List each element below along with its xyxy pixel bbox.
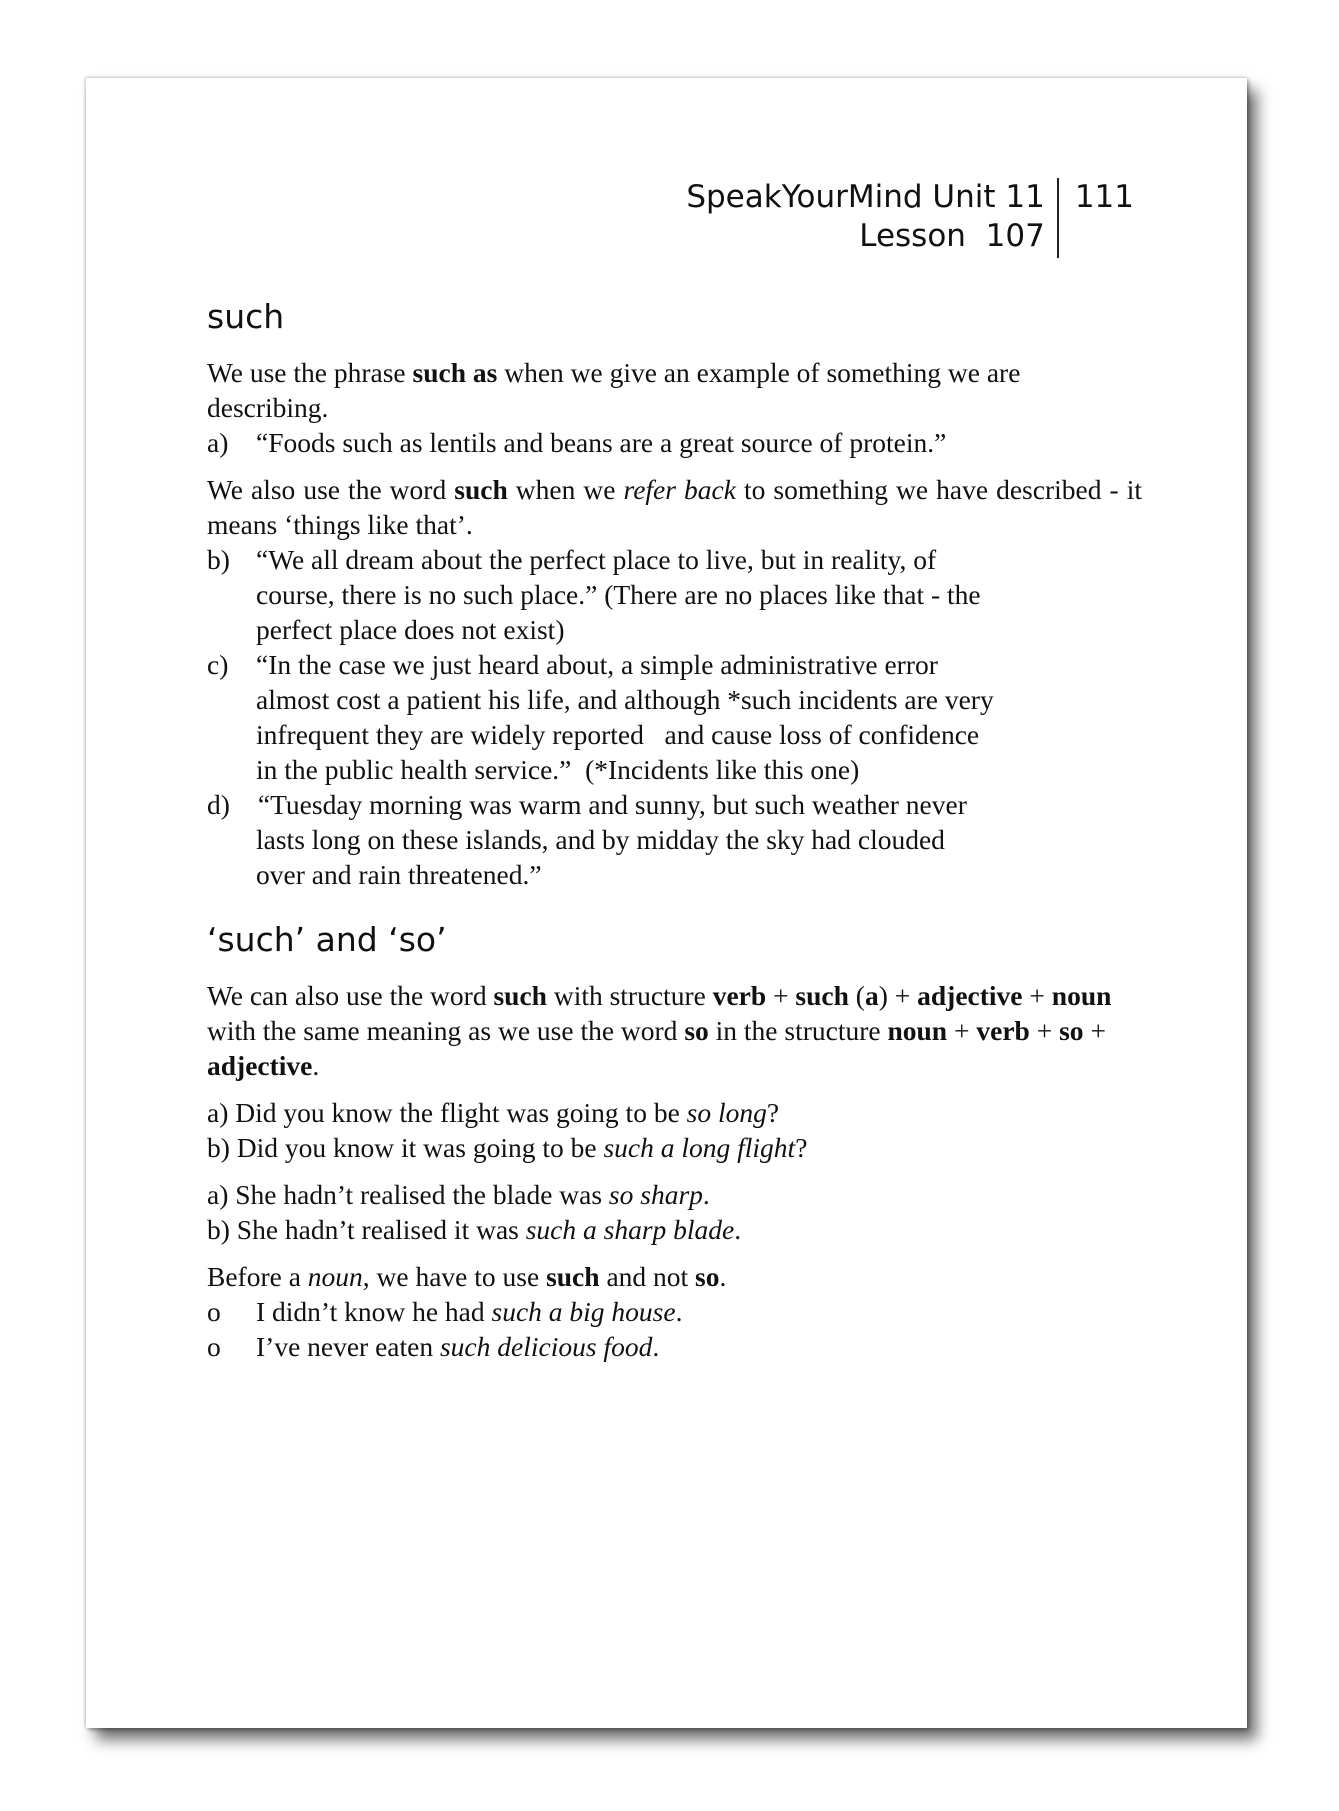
text-run: + bbox=[1022, 980, 1052, 1011]
text-run: + bbox=[1083, 1015, 1106, 1046]
document-page bbox=[86, 78, 1247, 1728]
header-lesson: Lesson 107 bbox=[859, 218, 1045, 254]
text-run: noun bbox=[307, 1261, 363, 1292]
text-run: “We all dream about the perfect place to live, but in reality, of bbox=[256, 544, 937, 575]
text-run: in the public health service.” (*Incidents like this one) bbox=[256, 754, 860, 785]
text-run: + bbox=[1029, 1015, 1060, 1046]
text-run: , we have to use bbox=[362, 1261, 547, 1292]
text-run: so bbox=[695, 1261, 720, 1292]
section-heading-such: such bbox=[207, 297, 285, 336]
text-run: . bbox=[312, 1050, 320, 1081]
example-text bbox=[256, 647, 1137, 787]
sentence-a bbox=[207, 1095, 1137, 1130]
text-run: such bbox=[454, 474, 508, 505]
text-run: Before a bbox=[207, 1261, 308, 1292]
text-run: noun bbox=[887, 1015, 948, 1046]
text-run: with structure bbox=[546, 980, 713, 1011]
text-run: . bbox=[702, 1179, 710, 1210]
text-run: infrequent they are widely reported and cause loss of confidence bbox=[256, 719, 980, 750]
example-marker: a) bbox=[207, 427, 229, 458]
such-as-paragraph bbox=[207, 355, 1137, 425]
example-b bbox=[207, 542, 1137, 647]
bullet-item bbox=[207, 1329, 1137, 1364]
text-run: so sharp bbox=[608, 1179, 703, 1210]
text-run: such a sharp blade bbox=[525, 1214, 735, 1245]
section-heading-such-and-so: ‘such’ and ‘so’ bbox=[207, 920, 447, 959]
text-run: . bbox=[675, 1296, 683, 1327]
text-run: in the structure bbox=[708, 1015, 888, 1046]
example-c bbox=[207, 647, 1137, 787]
running-header bbox=[686, 178, 1134, 258]
text-run: a) Did you know the flight was going to be bbox=[207, 1097, 687, 1128]
text-run: so bbox=[684, 1015, 709, 1046]
text-run: adjective bbox=[207, 1050, 313, 1081]
noun-rule-paragraph bbox=[207, 1259, 1137, 1294]
example-text: “Foods such as lentils and beans are a great source of protein.” bbox=[256, 427, 947, 458]
text-run: to something we have described - it means ‘things like that’. bbox=[207, 474, 1142, 540]
text-run: and not bbox=[599, 1261, 696, 1292]
comparison-pair-flight bbox=[207, 1095, 1137, 1165]
text-run: + bbox=[766, 980, 796, 1011]
text-run: with the same meaning as we use the word bbox=[207, 1015, 685, 1046]
text-run: noun bbox=[1051, 980, 1112, 1011]
comparison-pair-blade bbox=[207, 1177, 1137, 1247]
text-run: such a big house bbox=[491, 1296, 676, 1327]
header-unit: SpeakYourMind Unit 11 bbox=[686, 179, 1045, 215]
text-run: “Tuesday morning was warm and sunny, but such weather never bbox=[251, 789, 967, 820]
text-run: ) + bbox=[878, 980, 918, 1011]
text-run: + bbox=[947, 1015, 977, 1046]
text-run: such as bbox=[412, 357, 498, 388]
text-run: ? bbox=[795, 1132, 808, 1163]
text-run: such bbox=[795, 980, 849, 1011]
text-run: course, there is no such place.” (There are no places like that - the bbox=[256, 579, 981, 610]
sentence-a bbox=[207, 1177, 1137, 1212]
sentence-b bbox=[207, 1212, 1137, 1247]
text-run: lasts long on these islands, and by midday the sky had clouded bbox=[256, 824, 945, 855]
text-run: a) She hadn’t realised the blade was bbox=[207, 1179, 609, 1210]
text-run: ? bbox=[766, 1097, 780, 1128]
text-run: over and rain threatened.” bbox=[256, 859, 542, 890]
text-run: “In the case we just heard about, a simple administrative error bbox=[256, 649, 938, 680]
bullet-marker: o bbox=[207, 1331, 221, 1362]
structure-paragraph bbox=[207, 978, 1137, 1083]
text-run: We can also use the word bbox=[207, 980, 494, 1011]
text-run: such delicious food bbox=[439, 1331, 653, 1362]
text-run: We use the phrase bbox=[207, 357, 413, 388]
example-marker: d) bbox=[207, 789, 230, 820]
example-marker: b) bbox=[207, 544, 230, 575]
text-run: almost cost a patient his life, and although *such incidents are very bbox=[256, 684, 994, 715]
text-run: so long bbox=[686, 1097, 767, 1128]
text-run: I didn’t know he had bbox=[256, 1296, 492, 1327]
bullet-item bbox=[207, 1294, 1137, 1329]
text-run: perfect place does not exist) bbox=[256, 614, 565, 645]
text-run: when we give an example of something we are describing. bbox=[207, 357, 1021, 423]
refer-back-paragraph bbox=[207, 472, 1142, 542]
bullet-marker: o bbox=[207, 1296, 221, 1327]
text-run: when we bbox=[507, 474, 624, 505]
text-run: such a long flight bbox=[603, 1132, 796, 1163]
text-run: We also use the word bbox=[207, 474, 455, 505]
text-run: verb bbox=[712, 980, 767, 1011]
example-marker: c) bbox=[207, 649, 229, 680]
page-number: 111 bbox=[1074, 179, 1134, 215]
header-title-block bbox=[686, 178, 1059, 258]
text-run: b) Did you know it was going to be bbox=[207, 1132, 604, 1163]
text-run: so bbox=[1059, 1015, 1084, 1046]
text-run: verb bbox=[976, 1015, 1030, 1046]
text-run: b) She hadn’t realised it was bbox=[207, 1214, 526, 1245]
example-text bbox=[256, 542, 1137, 647]
example-d bbox=[207, 787, 1137, 892]
text-run: ( bbox=[848, 980, 865, 1011]
example-a bbox=[207, 425, 1137, 460]
text-run: . bbox=[652, 1331, 660, 1362]
text-run: such bbox=[493, 980, 547, 1011]
example-text bbox=[251, 787, 1137, 892]
text-run: a bbox=[864, 980, 879, 1011]
text-run: . bbox=[734, 1214, 742, 1245]
text-run: I’ve never eaten bbox=[256, 1331, 440, 1362]
text-run: refer back bbox=[623, 474, 736, 505]
text-run: such bbox=[546, 1261, 600, 1292]
text-run: . bbox=[719, 1261, 727, 1292]
page-content bbox=[207, 297, 1142, 1364]
sentence-b bbox=[207, 1130, 1137, 1165]
text-run: adjective bbox=[917, 980, 1023, 1011]
